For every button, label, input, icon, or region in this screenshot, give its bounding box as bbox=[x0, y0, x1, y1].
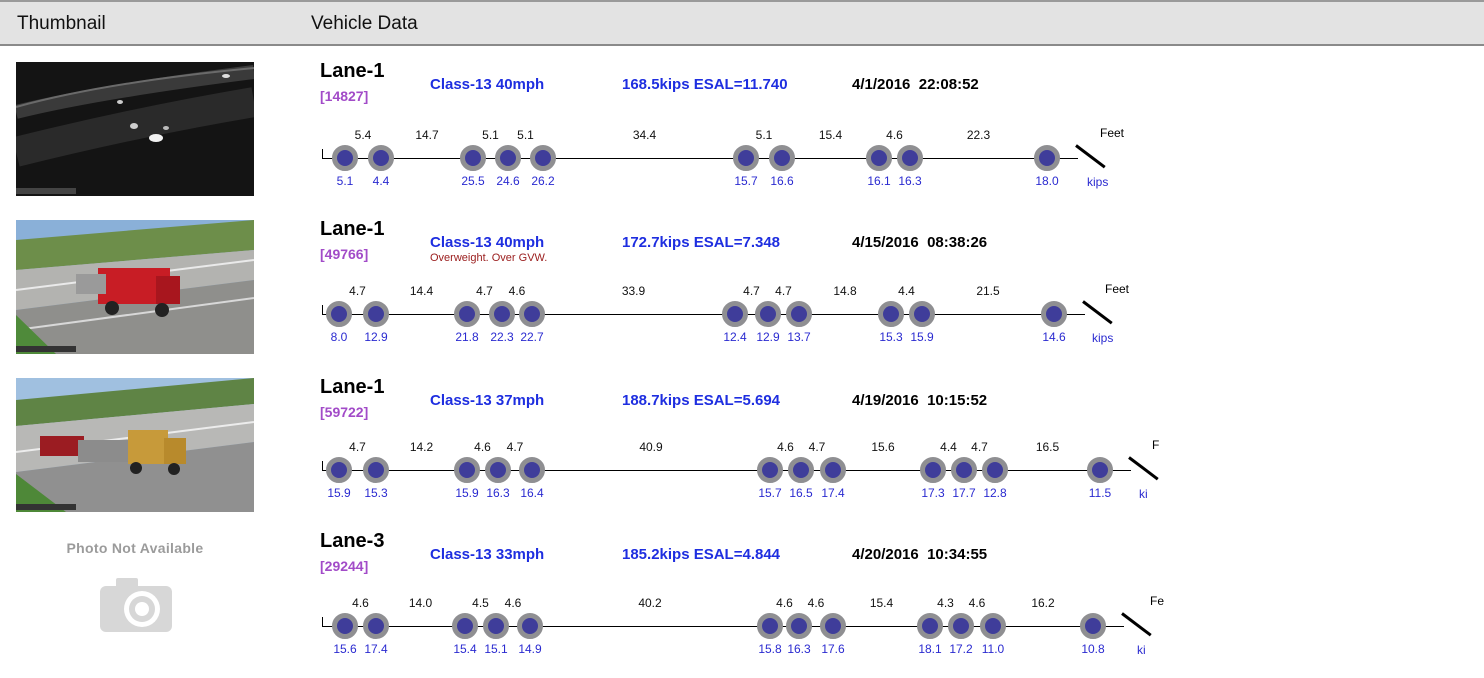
table-row[interactable] bbox=[0, 214, 1484, 366]
axle-line bbox=[322, 314, 1085, 315]
axle-weight-label: 12.8 bbox=[983, 486, 1007, 500]
axle-weight-label: 17.7 bbox=[952, 486, 976, 500]
axle-weight-label: 22.7 bbox=[520, 330, 544, 344]
time: 10:15:52 bbox=[927, 392, 988, 409]
axle-marker bbox=[820, 457, 846, 483]
axle-weight-label: 15.4 bbox=[453, 642, 477, 656]
axle-spacing-label: 4.7 bbox=[476, 284, 493, 298]
axle-line bbox=[322, 470, 1131, 471]
axle-line bbox=[322, 158, 1078, 159]
axle-spacing-label: 4.7 bbox=[743, 284, 760, 298]
axle-marker bbox=[326, 457, 352, 483]
kips-unit-label: kips bbox=[1087, 175, 1109, 189]
kips-unit-label: ki bbox=[1137, 643, 1146, 657]
lane-label: Lane-3 bbox=[320, 530, 385, 552]
axle-marker bbox=[363, 301, 389, 327]
axle-weight-label: 16.3 bbox=[787, 642, 811, 656]
axle-spacing-label: 5.1 bbox=[755, 128, 773, 142]
lane-label: Lane-1 bbox=[320, 60, 385, 82]
axle-marker bbox=[757, 613, 783, 639]
axle-weight-label: 15.7 bbox=[734, 174, 758, 188]
axle-weight-label: 16.3 bbox=[898, 174, 922, 188]
feet-unit-label: Fe bbox=[1150, 594, 1165, 608]
axle-marker bbox=[460, 145, 486, 171]
axle-weight-label: 15.6 bbox=[333, 642, 357, 656]
class-speed: Class-13 40mph bbox=[430, 76, 545, 93]
weight-esal: 172.7kips ESAL=7.348 bbox=[622, 234, 781, 251]
axle-spacing-label: 4.6 bbox=[474, 440, 491, 454]
axle-weight-label: 11.0 bbox=[981, 642, 1005, 656]
axle-weight-label: 15.3 bbox=[879, 330, 903, 344]
axle-spacing-label: 4.7 bbox=[349, 284, 366, 298]
time: 08:38:26 bbox=[927, 234, 988, 251]
feet-unit-label: Feet bbox=[1100, 126, 1125, 140]
axle-marker bbox=[878, 301, 904, 327]
axle-weight-label: 8.0 bbox=[330, 330, 348, 344]
axle-marker bbox=[530, 145, 556, 171]
axle-spacing-label: 4.6 bbox=[968, 596, 986, 610]
column-header-vehicle-data[interactable]: Vehicle Data bbox=[311, 13, 418, 34]
axle-marker bbox=[363, 613, 389, 639]
axle-spacing-label: 34.4 bbox=[632, 128, 657, 142]
weight-esal: 188.7kips ESAL=5.694 bbox=[622, 392, 781, 409]
vehicle-id[interactable]: [59722] bbox=[320, 404, 369, 420]
axle-marker bbox=[755, 301, 781, 327]
axle-spacing-label: 4.6 bbox=[807, 596, 825, 610]
class-speed: Class-13 37mph bbox=[430, 392, 545, 409]
axle-spacing-label: 4.7 bbox=[971, 440, 988, 454]
date: 4/15/2016 bbox=[852, 234, 919, 251]
axle-spacing-label: 21.5 bbox=[976, 284, 1000, 298]
axle-weight-label: 16.4 bbox=[520, 486, 544, 500]
axle-spacing-label: 4.6 bbox=[504, 596, 522, 610]
axle-weight-label: 16.5 bbox=[789, 486, 813, 500]
table-header bbox=[0, 0, 1484, 46]
axle-marker bbox=[332, 613, 358, 639]
axle-spacing-label: 5.4 bbox=[354, 128, 372, 142]
time: 22:08:52 bbox=[918, 76, 979, 93]
axle-spacing-label: 4.6 bbox=[776, 596, 793, 610]
class-speed: Class-13 33mph bbox=[430, 546, 545, 563]
axle-diagram-end-slash bbox=[1128, 456, 1159, 480]
axle-weight-label: 17.3 bbox=[921, 486, 945, 500]
axle-spacing-label: 5.1 bbox=[482, 128, 499, 142]
vehicle-id[interactable]: [14827] bbox=[320, 88, 369, 104]
axle-weight-label: 12.9 bbox=[756, 330, 780, 344]
axle-weight-label: 21.8 bbox=[455, 330, 479, 344]
lane-label: Lane-1 bbox=[320, 376, 385, 398]
weight-esal: 185.2kips ESAL=4.844 bbox=[622, 546, 781, 563]
axle-marker bbox=[951, 457, 977, 483]
axle-weight-label: 17.2 bbox=[949, 642, 973, 656]
axle-diagram-end-slash bbox=[1082, 300, 1113, 324]
feet-unit-label: Feet bbox=[1105, 282, 1130, 296]
axle-weight-label: 11.5 bbox=[1088, 486, 1112, 500]
axle-weight-label: 4.4 bbox=[372, 174, 390, 188]
axle-weight-label: 14.9 bbox=[518, 642, 542, 656]
vehicle-data-panel bbox=[0, 214, 1484, 366]
axle-marker bbox=[866, 145, 892, 171]
vehicle-id[interactable]: [49766] bbox=[320, 246, 369, 262]
table-row[interactable] bbox=[0, 372, 1484, 524]
axle-spacing-label: 16.2 bbox=[1031, 596, 1055, 610]
axle-marker bbox=[519, 457, 545, 483]
axle-spacing-label: 5.1 bbox=[517, 128, 534, 142]
axle-marker bbox=[332, 145, 358, 171]
axle-marker bbox=[897, 145, 923, 171]
axle-spacing-label: 14.0 bbox=[408, 596, 433, 610]
axle-marker bbox=[786, 301, 812, 327]
axle-spacing-label: 40.2 bbox=[638, 596, 662, 610]
axle-spacing-label: 4.6 bbox=[508, 284, 526, 298]
axle-marker bbox=[948, 613, 974, 639]
axle-marker bbox=[1087, 457, 1113, 483]
axle-marker bbox=[517, 613, 543, 639]
axle-spacing-label: 4.6 bbox=[777, 440, 794, 454]
axle-spacing-label: 15.4 bbox=[869, 596, 894, 610]
axle-weight-label: 14.6 bbox=[1042, 330, 1066, 344]
axle-marker bbox=[1041, 301, 1067, 327]
axle-marker bbox=[1080, 613, 1106, 639]
weight-esal: 168.5kips ESAL=11.740 bbox=[622, 76, 788, 93]
vehicle-data-panel bbox=[0, 526, 1484, 678]
timestamp bbox=[852, 392, 987, 409]
axle-weight-label: 5.1 bbox=[336, 174, 354, 188]
axle-spacing-label: 4.7 bbox=[808, 440, 826, 454]
class-speed: Class-13 40mph bbox=[430, 234, 545, 251]
axle-marker bbox=[786, 613, 812, 639]
axle-weight-label: 15.9 bbox=[327, 486, 351, 500]
axle-spacing-label: 4.5 bbox=[472, 596, 489, 610]
feet-unit-label: F bbox=[1152, 438, 1160, 452]
axle-spacing-label: 14.7 bbox=[415, 128, 439, 142]
axle-weight-label: 22.3 bbox=[490, 330, 514, 344]
timestamp bbox=[852, 76, 979, 93]
axle-marker bbox=[982, 457, 1008, 483]
axle-marker bbox=[788, 457, 814, 483]
axle-spacing-label: 4.4 bbox=[898, 284, 915, 298]
axle-weight-label: 15.8 bbox=[758, 642, 782, 656]
axle-weight-label: 12.4 bbox=[723, 330, 747, 344]
axle-marker bbox=[454, 457, 480, 483]
axle-marker bbox=[495, 145, 521, 171]
axle-spacing-label: 33.9 bbox=[621, 284, 646, 298]
timestamp bbox=[852, 234, 987, 251]
axle-marker bbox=[452, 613, 478, 639]
date: 4/20/2016 bbox=[852, 546, 919, 563]
axle-marker bbox=[485, 457, 511, 483]
axle-weight-label: 18.1 bbox=[918, 642, 942, 656]
axle-spacing-label: 4.6 bbox=[886, 128, 903, 142]
vehicle-data-panel bbox=[0, 56, 1484, 208]
axle-spacing-label: 4.3 bbox=[937, 596, 954, 610]
axle-weight-label: 25.5 bbox=[461, 174, 485, 188]
axle-spacing-label: 4.7 bbox=[349, 440, 366, 454]
axle-weight-label: 26.2 bbox=[531, 174, 555, 188]
kips-unit-label: ki bbox=[1139, 487, 1148, 501]
axle-marker bbox=[326, 301, 352, 327]
photo-not-available-text: Photo Not Available bbox=[66, 540, 204, 556]
axle-marker bbox=[483, 613, 509, 639]
table-row[interactable] bbox=[0, 56, 1484, 208]
axle-weight-label: 16.3 bbox=[486, 486, 510, 500]
axle-weight-label: 15.3 bbox=[364, 486, 388, 500]
axle-marker bbox=[920, 457, 946, 483]
axle-marker bbox=[769, 145, 795, 171]
axle-marker bbox=[980, 613, 1006, 639]
warning-text: Overweight. Over GVW. bbox=[430, 252, 548, 264]
axle-weight-label: 24.6 bbox=[496, 174, 520, 188]
column-header-thumbnail[interactable]: Thumbnail bbox=[17, 13, 106, 34]
vehicle-id[interactable]: [29244] bbox=[320, 558, 369, 574]
axle-marker bbox=[363, 457, 389, 483]
axle-weight-label: 15.9 bbox=[910, 330, 934, 344]
axle-weight-label: 10.8 bbox=[1081, 642, 1105, 656]
axle-marker bbox=[722, 301, 748, 327]
time: 10:34:55 bbox=[927, 546, 988, 563]
axle-marker bbox=[757, 457, 783, 483]
axle-weight-label: 15.7 bbox=[758, 486, 782, 500]
axle-weight-label: 17.6 bbox=[821, 642, 845, 656]
timestamp bbox=[852, 546, 987, 563]
date: 4/1/2016 bbox=[852, 76, 911, 93]
axle-spacing-label: 40.9 bbox=[639, 440, 663, 454]
axle-marker bbox=[733, 145, 759, 171]
axle-weight-label: 15.9 bbox=[455, 486, 479, 500]
axle-marker bbox=[1034, 145, 1060, 171]
axle-weight-label: 17.4 bbox=[364, 642, 388, 656]
axle-weight-label: 13.7 bbox=[787, 330, 811, 344]
axle-marker bbox=[909, 301, 935, 327]
axle-spacing-label: 14.8 bbox=[833, 284, 857, 298]
axle-marker bbox=[917, 613, 943, 639]
axle-diagram-end-slash bbox=[1075, 144, 1106, 168]
axle-marker bbox=[820, 613, 846, 639]
lane-label: Lane-1 bbox=[320, 218, 385, 240]
axle-spacing-label: 16.5 bbox=[1035, 440, 1060, 454]
axle-weight-label: 12.9 bbox=[364, 330, 388, 344]
axle-marker bbox=[454, 301, 480, 327]
axle-spacing-label: 14.2 bbox=[409, 440, 434, 454]
axle-marker bbox=[489, 301, 515, 327]
axle-spacing-label: 14.4 bbox=[409, 284, 434, 298]
axle-spacing-label: 4.6 bbox=[352, 596, 369, 610]
axle-weight-label: 16.1 bbox=[867, 174, 891, 188]
date: 4/19/2016 bbox=[852, 392, 919, 409]
axle-weight-label: 18.0 bbox=[1035, 174, 1059, 188]
axle-spacing-label: 15.4 bbox=[818, 128, 843, 142]
axle-spacing-label: 4.4 bbox=[940, 440, 957, 454]
axle-diagram-end-slash bbox=[1121, 612, 1152, 636]
axle-weight-label: 15.1 bbox=[484, 642, 508, 656]
axle-spacing-label: 4.7 bbox=[506, 440, 524, 454]
axle-weight-label: 17.4 bbox=[821, 486, 845, 500]
axle-marker bbox=[368, 145, 394, 171]
table-row[interactable] bbox=[0, 526, 1484, 678]
axle-marker bbox=[519, 301, 545, 327]
axle-weight-label: 16.6 bbox=[770, 174, 794, 188]
kips-unit-label: kips bbox=[1092, 331, 1114, 345]
vehicle-data-panel bbox=[0, 372, 1484, 524]
axle-spacing-label: 15.6 bbox=[871, 440, 895, 454]
axle-spacing-label: 4.7 bbox=[775, 284, 792, 298]
axle-spacing-label: 22.3 bbox=[966, 128, 991, 142]
